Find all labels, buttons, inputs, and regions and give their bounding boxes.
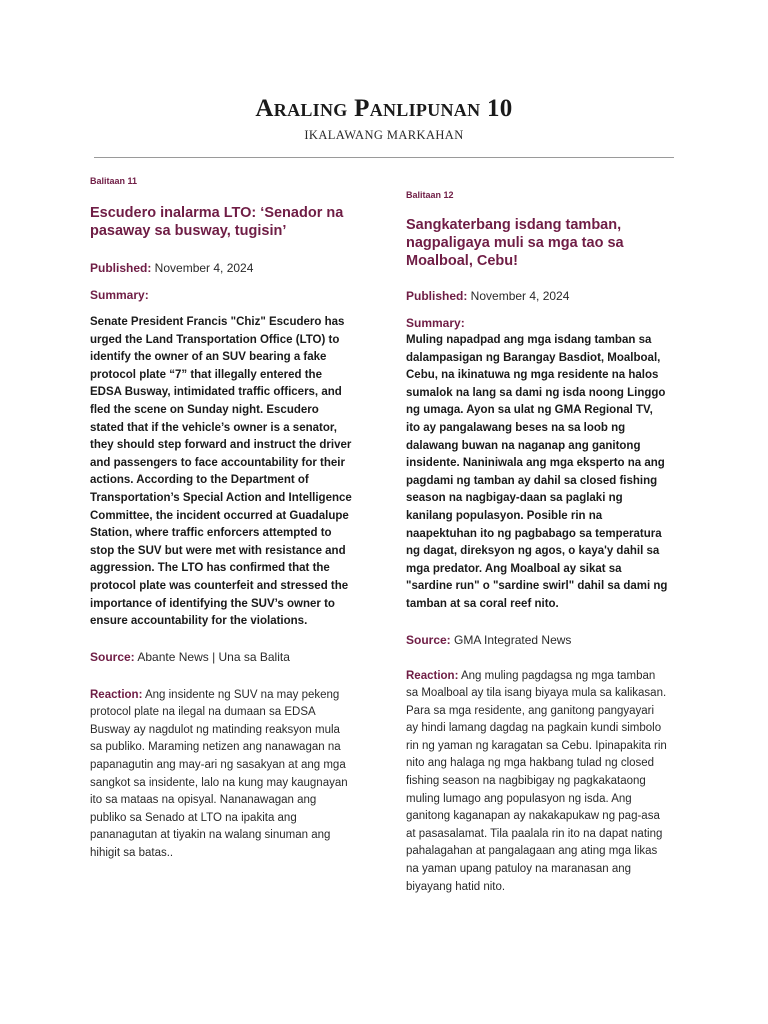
reaction-paragraph (406, 668, 668, 897)
source-label: Source: (90, 649, 135, 664)
reaction-text: Ang insidente ng SUV na may pekeng protocol plate na ilegal na dumaan sa EDSA Busway ay nagdulot ng matinding reaksyon mula sa publiko. Maraming netizen ang nanawagan na papanagutin ang may-ari ng sasakyan at ang mga sangkot sa insidente, lalo na kung may kaugnayan ito sa mataas na opisyal. Nananawagan ang publiko sa Senado at LTO na ipakita ang pananagutan at tiyakin na walang sinuman ang hihigit sa batas.. (90, 688, 348, 860)
article-balitaan-11 (90, 176, 352, 863)
source-line (406, 632, 668, 648)
reaction-text: Ang muling pagdagsa ng mga tamban sa Moalboal ay tila isang biyaya mula sa kalikasan. Para sa mga residente, ang ganitong pangyayari ay hindi lamang dagdag na pagkain kundi simbolo rin ng yaman ng karagatan sa Cebu. Ipinapakita rin nito ang halaga ng mga hakbang tulad ng closed fishing season na nagbibigay ng pagkakataong muling lumago ang populasyon ng isda. Ang ganitong kaganapan ay nakakapukaw ng pag-asa at pasasalamat. Tila paalala rin ito na dapat nating pahalagahan at pangalagaan ang ating mga likas na yaman upang patuloy na maranasan ang biyayang hatid nito. (406, 669, 667, 893)
page-header (0, 92, 768, 143)
page-subtitle: IKALAWANG MARKAHAN (304, 128, 464, 142)
published-label: Published: (90, 261, 152, 275)
source-text: GMA Integrated News (450, 632, 572, 647)
summary-text: Senate President Francis "Chiz" Escudero has urged the Land Transportation Office (LTO) to identify the owner of an SUV bearing a fake protocol plate “7” that illegally entered the EDSA Busway, intimidated traffic officers, and fled the scene on Sunday night. Escudero stated that if the vehicle’s owner is a senator, they should step forward and instruct the driver and passengers to face accountability for their actions. According to the Department of Transportation’s Special Action and Intelligence Committee, the incident occurred at Guadalupe Station, where traffic enforcers attempted to stop the SUV but were met with resistance and aggression. The LTO has confirmed that the protocol plate was counterfeit and stressed the importance of identifying the SUV’s owner to ensure accountability for the violations. (90, 316, 352, 628)
summary-label: Summary: (90, 288, 149, 302)
reaction-label: Reaction: (90, 688, 143, 701)
article-tag: Balitaan 12 (406, 190, 454, 200)
published-line (406, 288, 668, 304)
published-date: November 4, 2024 (151, 261, 254, 275)
article-headline: Escudero inalarma LTO: ‘Senador na pasaway sa busway, tugisin’ (90, 205, 344, 239)
page-title: Araling Panlipunan 10 (255, 95, 513, 122)
article-headline: Sangkaterbang isdang tamban, nagpaligaya muli sa mga tao sa Moalboal, Cebu! (406, 217, 624, 269)
summary-label: Summary: (406, 316, 465, 330)
header-divider (94, 157, 674, 158)
published-label: Published: (406, 289, 468, 303)
reaction-paragraph (90, 687, 352, 863)
article-balitaan-12 (406, 190, 668, 896)
source-line (90, 649, 352, 665)
published-date: November 4, 2024 (467, 289, 570, 303)
article-tag: Balitaan 11 (90, 176, 138, 186)
source-text: Abante News | Una sa Balita (134, 649, 290, 664)
source-label: Source: (406, 632, 451, 647)
summary-text: Muling napadpad ang mga isdang tamban sa dalampasigan ng Barangay Basdiot, Moalboal, Cebu, na ikinatuwa ng mga residente na halos sumalok na lang sa dami ng isda noong Linggo ng umaga. Ayon sa ulat ng GMA Regional TV, ito ay pangalawang beses na sa loob ng dalawang buwan na naganap ang ganitong insidente. Naniniwala ang mga eksperto na ang pagdami ng tamban ay dahil sa closed fishing season na nagbigay-daan sa paglaki ng kanilang populasyon. Posible rin na naapektuhan ito ng pagbabago sa temperatura ng dagat, direksyon ng agos, o kaya'y dahil sa mga predator. Ang Moalboal ay sikat sa "sardine run" o "sardine swirl" dahil sa dami ng tamban at sa coral reef nito. (406, 334, 668, 610)
reaction-label: Reaction: (406, 669, 459, 682)
published-line (90, 260, 352, 276)
